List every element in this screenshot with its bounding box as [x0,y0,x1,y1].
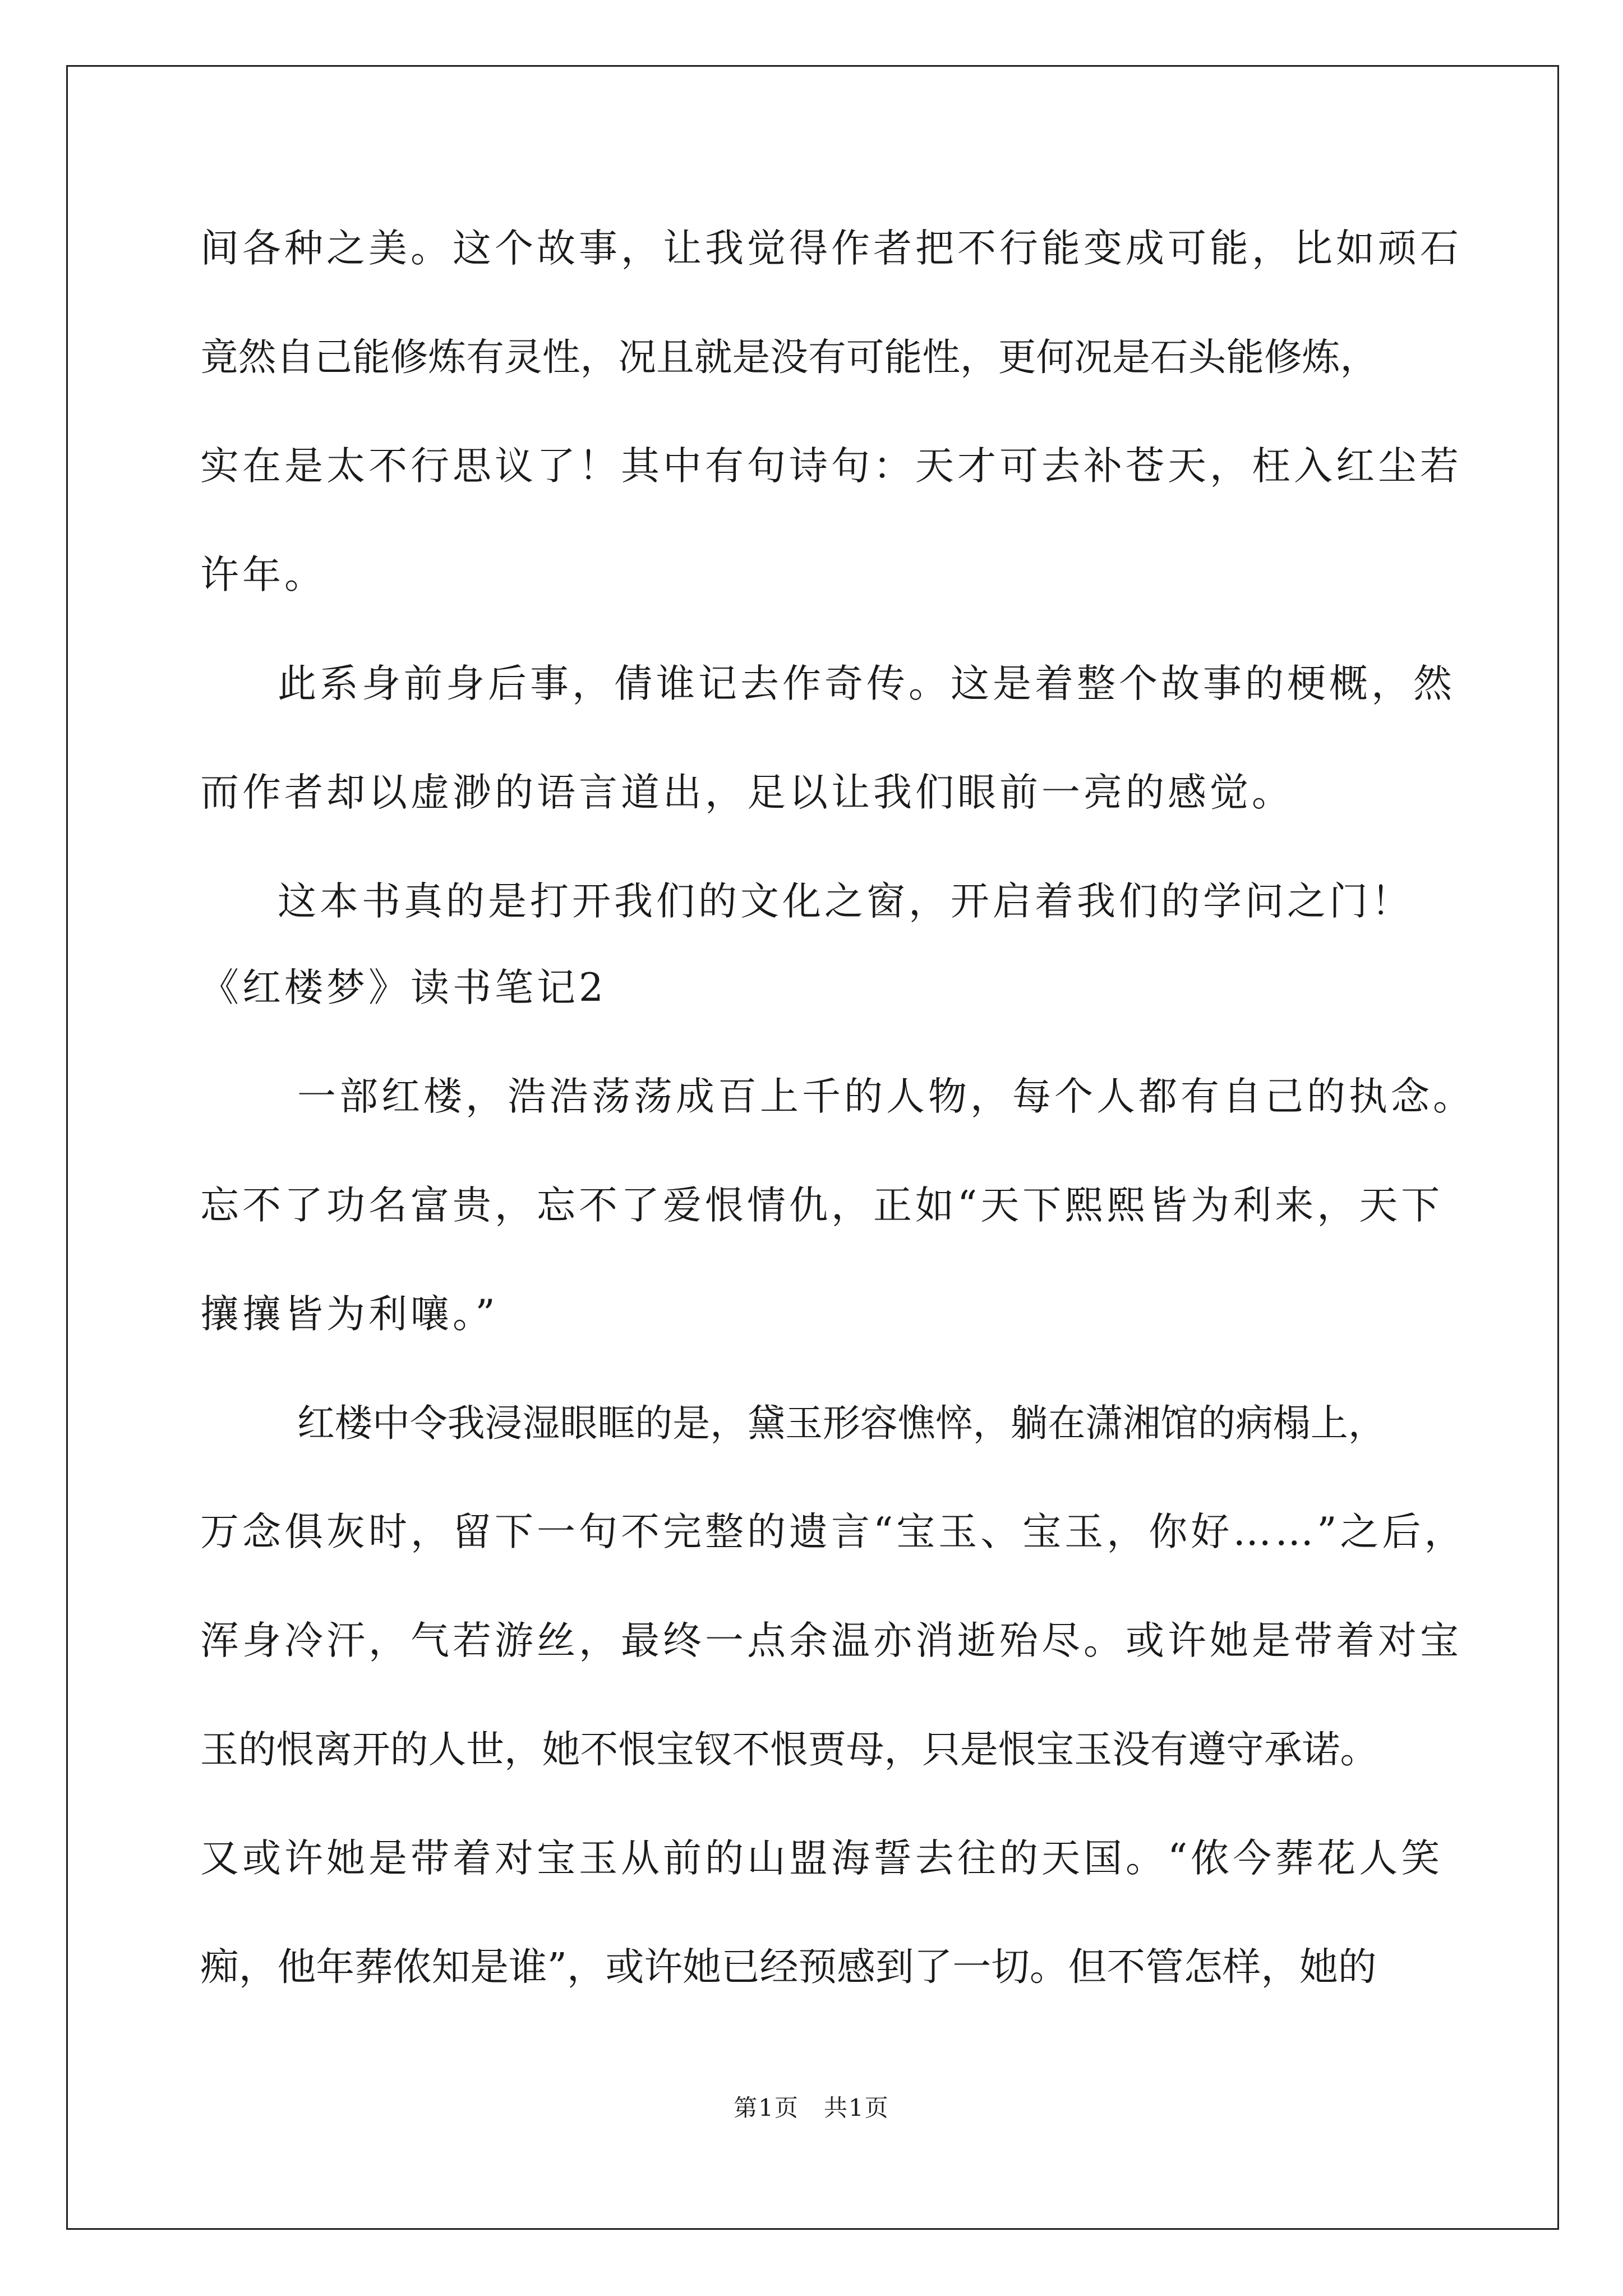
body-text-line: 忘不了功名富贵，忘不了爱恨情仇，正如“天下熙熙皆为利来，天下 [200,1183,1444,1228]
body-text-line: 而作者却以虚渺的语言道出，足以让我们眼前一亮的感觉。 [200,770,1294,815]
body-text-line: 玉的恨离开的人世，她不恨宝钗不恨贾母，只是恨宝玉没有遵守承诺。 [200,1727,1378,1772]
body-text-line: 这本书真的是打开我们的文化之窗，开启着我们的学问之门！ [278,879,1413,924]
body-text-line: 此系身前身后事，倩谁记去作奇传。这是着整个故事的梗概，然 [278,661,1455,706]
body-text-line: 又或许她是带着对宝玉从前的山盟海誓去往的天国。“侬今葬花人笑 [200,1836,1444,1881]
body-text-line: 一部红楼，浩浩荡荡成百上千的人物，每个人都有自己的执念。 [297,1074,1475,1119]
body-text-line: 实在是太不行思议了！其中有句诗句：天才可去补苍天，枉入红尘若 [200,444,1462,489]
body-text-line: 万念俱灰时，留下一句不完整的遗言“宝玉、宝玉，你好……”之后， [200,1510,1467,1554]
body-text-line: 间各种之美。这个故事，让我觉得作者把不行能变成可能，比如顽石 [200,226,1462,271]
section-heading: 《红楼梦》读书笔记2 [200,965,607,1010]
body-text-line: 攘攘皆为利嚷。” [200,1292,499,1337]
body-text-line: 痴，他年葬侬知是谁”，或许她已经预感到了一切。但不管怎样，她的 [200,1945,1377,1990]
body-text-line: 浑身冷汗，气若游丝，最终一点余温亦消逝殆尽。或许她是带着对宝 [200,1618,1462,1663]
page-footer: 第1页 共1页 [734,2094,889,2122]
body-text-line: 许年。 [200,553,326,597]
page-border [66,65,1559,2230]
body-text-line: 竟然自己能修炼有灵性，况且就是没有可能性，更何况是石头能修炼， [200,335,1378,379]
body-text-line: 红楼中令我浸湿眼眶的是，黛玉形容憔悴，躺在潇湘馆的病榻上， [297,1401,1386,1445]
